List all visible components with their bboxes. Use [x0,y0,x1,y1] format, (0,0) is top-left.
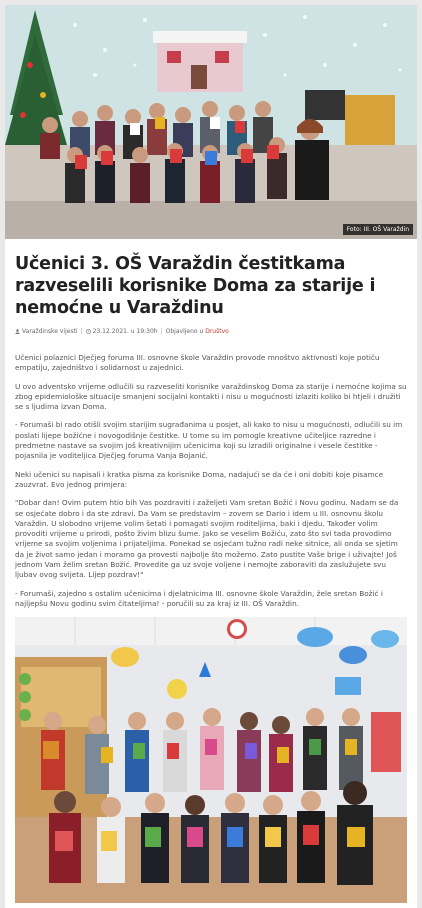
clock-icon [86,329,91,334]
paragraph: Učenici polaznici Dječjeg foruma III. osnovne škole Varaždin provode mnoštvo aktivnosti koje potiču empatiju, zajedništvo i solidarnost u zajednici. [15,353,380,373]
published-in-label: Objavljeno u [165,328,204,335]
paragraph: U ovo adventsko vrijeme odlučili su razveseliti korisnike varaždinskog Doma za starije i nemoćne kojima su zbog epidemiološke situacije smanjeni socijalni kontakti i nisu u mogućnosti izlaziti koliko bi htjeli i družiti se s ljudima izvan Doma. [15,381,407,412]
classroom-photo-image [15,617,407,903]
article-title: Učenici 3. OŠ Varaždin čestitkama razveselili korisnike Doma za starije i nemoćne u Varaždinu [15,254,376,318]
hero-photo-image [5,5,417,239]
paragraph: - Forumaši bi rado otišli svojim starijim sugrađanima u posjet, ali kako to nisu u mogućnosti, odlučili su im poslati lijepe božićne i novogodišnje čestitke. U tome su im pomogle kreativne učiteljice razredne i predmetne nastave sa svojim još kreativnijim učenicima koji su izradili originalne i vesele čestitke - pojasnila je voditeljica Dječjeg foruma Vanja Bojanić. [15,420,403,461]
quoted-letter: "Dobar dan! Ovim putem htio bih Vas pozdraviti i zaželjeti Vam sretan Božić i Novu godinu. Nadam se da se osjećate dobro i da ste zdravi. Da Vam se predstavim – zovem se Dario i idem u III. osnovnu školu Varaždin. U slobodno vrijeme volim šetati i pomagati svojim roditeljima, baki i djedu. Također volim provoditi vrijeme u prirodi, pošto živim blizu šume. Jako se veselim Božiću, zato što svi tada provodimo vrijeme sa svojim voljenima i prijateljima. Ponekad se osjećam tužno radi neke sitnice, ali onda se sjetim da je život samo jedan i moramo ga provesti najbolje što možemo. Zato pustite Vaše brige i uživajte! Još jednom Vam želim sretan Božić. Provedite ga uz svoje voljene i nemojte zaboraviti da zaslužujete svu ljubav ovog svijeta. Lijep pozdrav!" [15,498,399,580]
category-link[interactable]: Društvo [205,328,229,335]
user-icon [15,329,20,334]
paragraph: Neki učenici su napisali i kratka pisma za korisnike Doma, nadajući se da će i oni dobiti koje pisamce zauzvrat. Evo jednog primjera: [15,469,384,489]
article-card [5,5,417,908]
paragraph: - Forumaši, zajedno s ostalim učenicima i djelatnicima III. osnovne škole Varaždin, žele sretan Božić i najljepšu Novu godinu svim čitateljima! - poručili su za kraj iz III. OŠ Varaždin. [15,588,383,608]
meta-divider: | [160,328,163,335]
article-meta [15,328,415,335]
article-photo [15,617,407,903]
meta-divider: | [80,328,83,335]
photo-caption: Foto: III. OŠ Varaždin [343,224,413,235]
hero-photo [5,5,417,239]
article-body [15,353,407,617]
author-link[interactable]: Varaždinske vijesti [22,328,78,335]
publish-date: 23.12.2021. u 19:30h [92,328,158,335]
